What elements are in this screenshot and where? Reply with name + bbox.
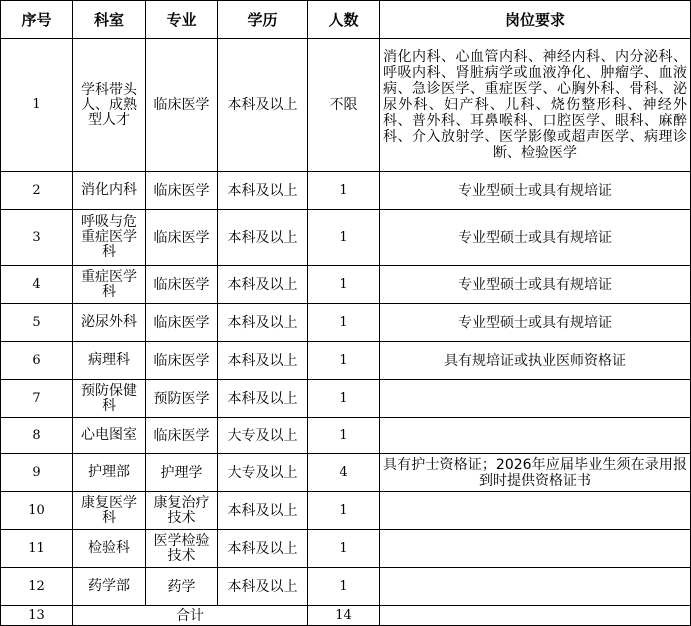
table-row <box>1 304 691 342</box>
header-no: 序号 <box>1 1 73 39</box>
row-requirements <box>380 568 691 606</box>
row-no: 8 <box>1 418 73 454</box>
total-row <box>1 606 691 626</box>
row-no: 3 <box>1 210 73 266</box>
header-major: 专业 <box>146 1 218 39</box>
table-row <box>1 210 691 266</box>
row-requirements <box>380 380 691 418</box>
row-no: 9 <box>1 454 73 492</box>
total-no: 13 <box>1 606 73 626</box>
row-dept: 病理科 <box>73 342 146 380</box>
row-major: 预防医学 <box>146 380 218 418</box>
row-education: 本科及以上 <box>218 342 308 380</box>
total-requirements <box>380 606 691 626</box>
row-major: 护理学 <box>146 454 218 492</box>
row-major: 药学 <box>146 568 218 606</box>
table-row <box>1 418 691 454</box>
row-count: 不限 <box>308 39 380 172</box>
row-dept: 学科带头人、成熟型人才 <box>73 39 146 172</box>
row-education: 本科及以上 <box>218 172 308 210</box>
table-row <box>1 568 691 606</box>
row-no: 10 <box>1 492 73 530</box>
row-dept: 护理部 <box>73 454 146 492</box>
row-major: 临床医学 <box>146 266 218 304</box>
header-education: 学历 <box>218 1 308 39</box>
row-count: 1 <box>308 342 380 380</box>
row-education: 本科及以上 <box>218 568 308 606</box>
row-count: 1 <box>308 568 380 606</box>
table-row <box>1 380 691 418</box>
row-major: 临床医学 <box>146 342 218 380</box>
row-major: 医学检验技术 <box>146 530 218 568</box>
row-requirements: 专业型硕士或具有规培证 <box>380 210 691 266</box>
header-requirements: 岗位要求 <box>380 1 691 39</box>
row-major: 临床医学 <box>146 304 218 342</box>
header-count: 人数 <box>308 1 380 39</box>
row-dept: 检验科 <box>73 530 146 568</box>
row-major: 临床医学 <box>146 418 218 454</box>
row-no: 2 <box>1 172 73 210</box>
row-dept: 预防保健科 <box>73 380 146 418</box>
table-row <box>1 492 691 530</box>
row-no: 4 <box>1 266 73 304</box>
row-requirements <box>380 418 691 454</box>
row-no: 5 <box>1 304 73 342</box>
row-requirements: 具有护士资格证；2026年应届毕业生须在录用报到时提供资格证书 <box>380 454 691 492</box>
row-dept: 呼吸与危重症医学科 <box>73 210 146 266</box>
row-count: 1 <box>308 530 380 568</box>
row-education: 本科及以上 <box>218 39 308 172</box>
row-education: 本科及以上 <box>218 380 308 418</box>
row-requirements: 专业型硕士或具有规培证 <box>380 266 691 304</box>
row-education: 本科及以上 <box>218 304 308 342</box>
row-no: 6 <box>1 342 73 380</box>
row-dept: 泌尿外科 <box>73 304 146 342</box>
row-count: 1 <box>308 492 380 530</box>
row-requirements: 具有规培证或执业医师资格证 <box>380 342 691 380</box>
row-dept: 康复医学科 <box>73 492 146 530</box>
total-label: 合计 <box>73 606 308 626</box>
row-education: 本科及以上 <box>218 530 308 568</box>
table-row <box>1 172 691 210</box>
total-count: 14 <box>308 606 380 626</box>
row-count: 1 <box>308 380 380 418</box>
row-education: 本科及以上 <box>218 210 308 266</box>
header-dept: 科室 <box>73 1 146 39</box>
row-no: 12 <box>1 568 73 606</box>
row-dept: 心电图室 <box>73 418 146 454</box>
row-count: 1 <box>308 304 380 342</box>
table-row <box>1 530 691 568</box>
row-no: 7 <box>1 380 73 418</box>
row-education: 本科及以上 <box>218 266 308 304</box>
row-major: 临床医学 <box>146 172 218 210</box>
row-requirements: 专业型硕士或具有规培证 <box>380 172 691 210</box>
row-requirements <box>380 530 691 568</box>
row-count: 1 <box>308 210 380 266</box>
row-requirements: 消化内科、心血管内科、神经内科、内分泌科、呼吸内科、肾脏病学或血液净化、肿瘤学、血液病、急诊医学、重症医学、心胸外科、骨科、泌尿外科、妇产科、儿科、烧伤整形科、神经外科、普外科、耳鼻喉科、口腔医学、眼科、麻醉科、介入放射学、医学影像或超声医学、病理诊断、检验医学 <box>380 39 691 172</box>
row-no: 1 <box>1 39 73 172</box>
header-row <box>1 1 691 39</box>
table-row <box>1 39 691 172</box>
row-count: 1 <box>308 266 380 304</box>
row-no: 11 <box>1 530 73 568</box>
row-major: 临床医学 <box>146 210 218 266</box>
row-dept: 药学部 <box>73 568 146 606</box>
table-row <box>1 454 691 492</box>
row-education: 大专及以上 <box>218 454 308 492</box>
row-education: 本科及以上 <box>218 492 308 530</box>
table-row <box>1 266 691 304</box>
row-count: 1 <box>308 172 380 210</box>
row-dept: 消化内科 <box>73 172 146 210</box>
table-row <box>1 342 691 380</box>
row-education: 大专及以上 <box>218 418 308 454</box>
row-major: 康复治疗技术 <box>146 492 218 530</box>
row-requirements <box>380 492 691 530</box>
row-major: 临床医学 <box>146 39 218 172</box>
row-count: 4 <box>308 454 380 492</box>
row-count: 1 <box>308 418 380 454</box>
row-dept: 重症医学科 <box>73 266 146 304</box>
row-requirements: 专业型硕士或具有规培证 <box>380 304 691 342</box>
